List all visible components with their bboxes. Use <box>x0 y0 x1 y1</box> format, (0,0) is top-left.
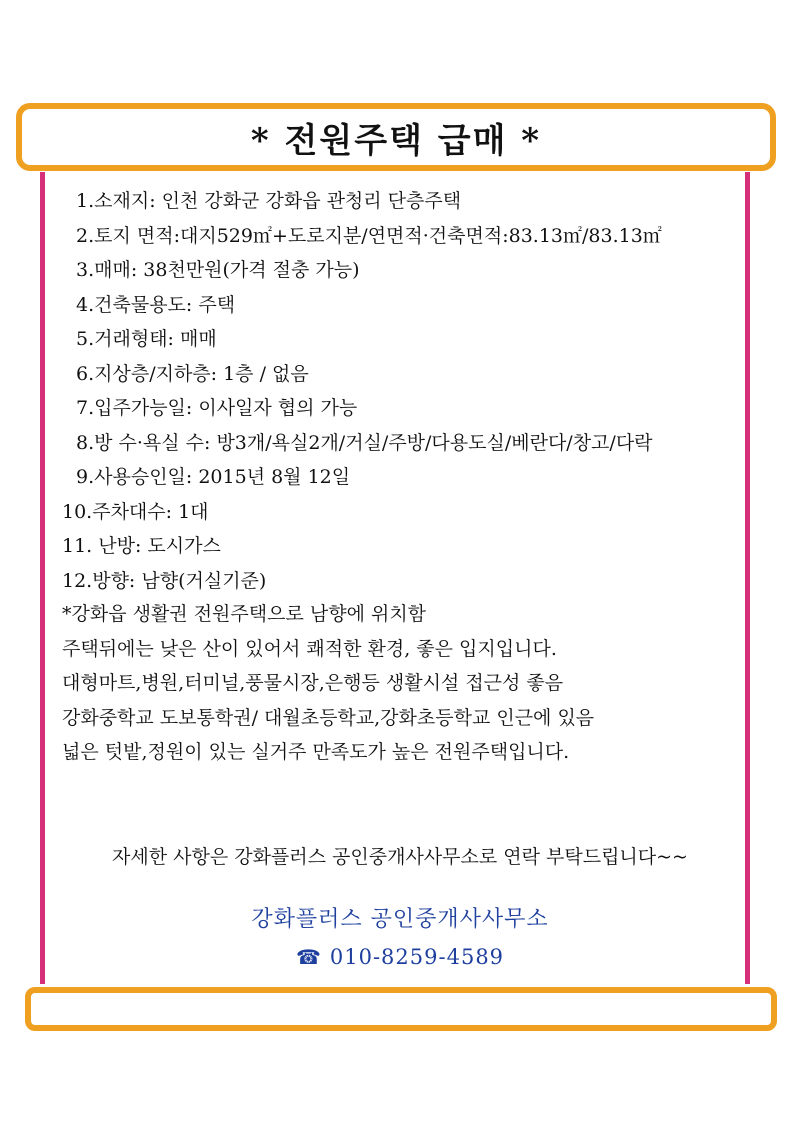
title-banner <box>16 103 776 171</box>
description-line: *강화읍 생활권 전원주택으로 남향에 위치함 <box>62 603 427 625</box>
footer-banner <box>25 987 777 1031</box>
detail-line: 4.건축물용도: 주택 <box>76 293 236 316</box>
property-description <box>62 597 752 770</box>
detail-line: 7.입주가능일: 이사일자 협의 가능 <box>76 397 358 419</box>
detail-line: 2.토지 면적:대지529㎡+도로지분/연면적·건축면적:83.13㎡/83.13㎡ <box>76 224 662 247</box>
description-line: 대형마트,병원,터미널,풍물시장,은행등 생활시설 접근성 좋음 <box>62 672 564 694</box>
description-line: 주택뒤에는 낮은 산이 있어서 쾌적한 환경, 좋은 입지입니다. <box>62 637 557 660</box>
detail-line: 6.지상층/지하층: 1층 / 없음 <box>76 362 309 385</box>
detail-line: 8.방 수·욕실 수: 방3개/욕실2개/거실/주방/다용도실/베란다/창고/다락 <box>76 431 653 454</box>
office-name: 강화플러스 공인중개사사무소 <box>251 907 549 932</box>
detail-line: 10.주차대수: 1대 <box>62 500 209 523</box>
description-line: 넓은 텃밭,정원이 있는 실거주 만족도가 높은 전원주택입니다. <box>62 741 570 763</box>
description-line: 강화중학교 도보통학권/ 대월초등학교,강화초등학교 인근에 있음 <box>62 706 595 729</box>
detail-line: 5.거래형태: 매매 <box>76 328 217 350</box>
page-title: * 전원주택 급매 * <box>250 120 542 161</box>
property-details <box>62 184 752 598</box>
detail-line: 3.매매: 38천만원(가격 절충 가능) <box>76 259 360 281</box>
telephone-icon: ☎ <box>295 945 322 969</box>
phone-line <box>0 945 800 969</box>
contact-note: 자세한 사항은 강화플러스 공인중개사사무소로 연락 부탁드립니다~~ <box>112 846 688 868</box>
detail-line: 12.방향: 남향(거실기준) <box>62 569 267 592</box>
phone-number: 010-8259-4589 <box>329 945 505 969</box>
detail-line: 9.사용승인일: 2015년 8월 12일 <box>76 466 351 488</box>
detail-line: 1.소재지: 인천 강화군 강화읍 관청리 단층주택 <box>76 190 462 212</box>
detail-line: 11. 난방: 도시가스 <box>62 535 221 557</box>
